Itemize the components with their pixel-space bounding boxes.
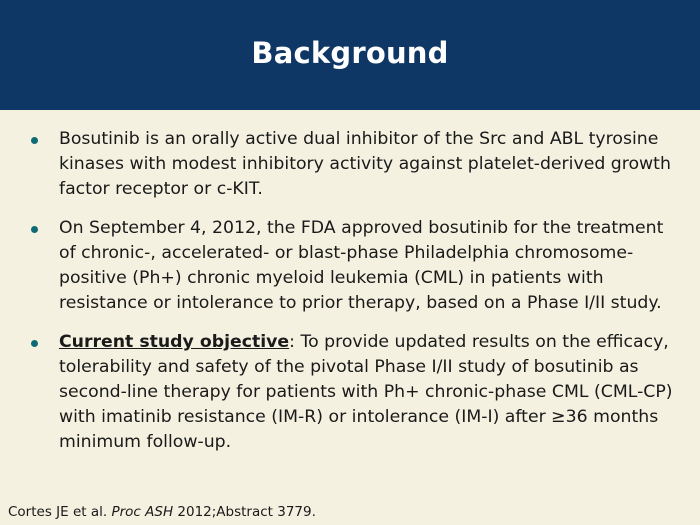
bullet-dot-icon [31, 226, 38, 233]
title-banner [0, 0, 700, 110]
citation-journal: Proc ASH [111, 504, 174, 520]
citation-prefix: Cortes JE et al. [8, 504, 112, 520]
bullet-text-1: Bosutinib is an orally active dual inhibitor of the Src and ABL tyrosine kinases with modest inhibitory activity against platelet-derived growth factor receptor or c-KIT. [59, 129, 671, 199]
objective-label: Current study objective [59, 332, 290, 352]
bullet-list [28, 127, 678, 469]
objective-colon: : [289, 332, 295, 352]
bullet-dot-icon [31, 340, 38, 347]
bullet-text-2: On September 4, 2012, the FDA approved bosutinib for the treatment of chronic-, accelerated- or blast-phase Philadelphia chromosome-positive (Ph+) chronic myeloid leukemia (CML) in patients with resistance or intolerance to prior therapy, based on a Phase I/II study. [59, 218, 664, 313]
citation-suffix: 2012;Abstract 3779. [173, 504, 316, 520]
bullet-text-3: To provide updated results on the efficacy, tolerability and safety of the pivotal Phase I/II study of bosutinib as second-line therapy for patients with Ph+ chronic-phase CML (CML-CP) with imatinib resistance (IM-R) or intolerance (IM-I) after ≥36 months minimum follow-up. [59, 332, 673, 452]
bullet-item-3 [28, 330, 678, 455]
slide-title: Background [251, 36, 449, 70]
bullet-item-2 [28, 216, 678, 316]
bullet-item-1 [28, 127, 678, 202]
citation-footnote [8, 503, 316, 521]
bullet-dot-icon [31, 137, 38, 144]
